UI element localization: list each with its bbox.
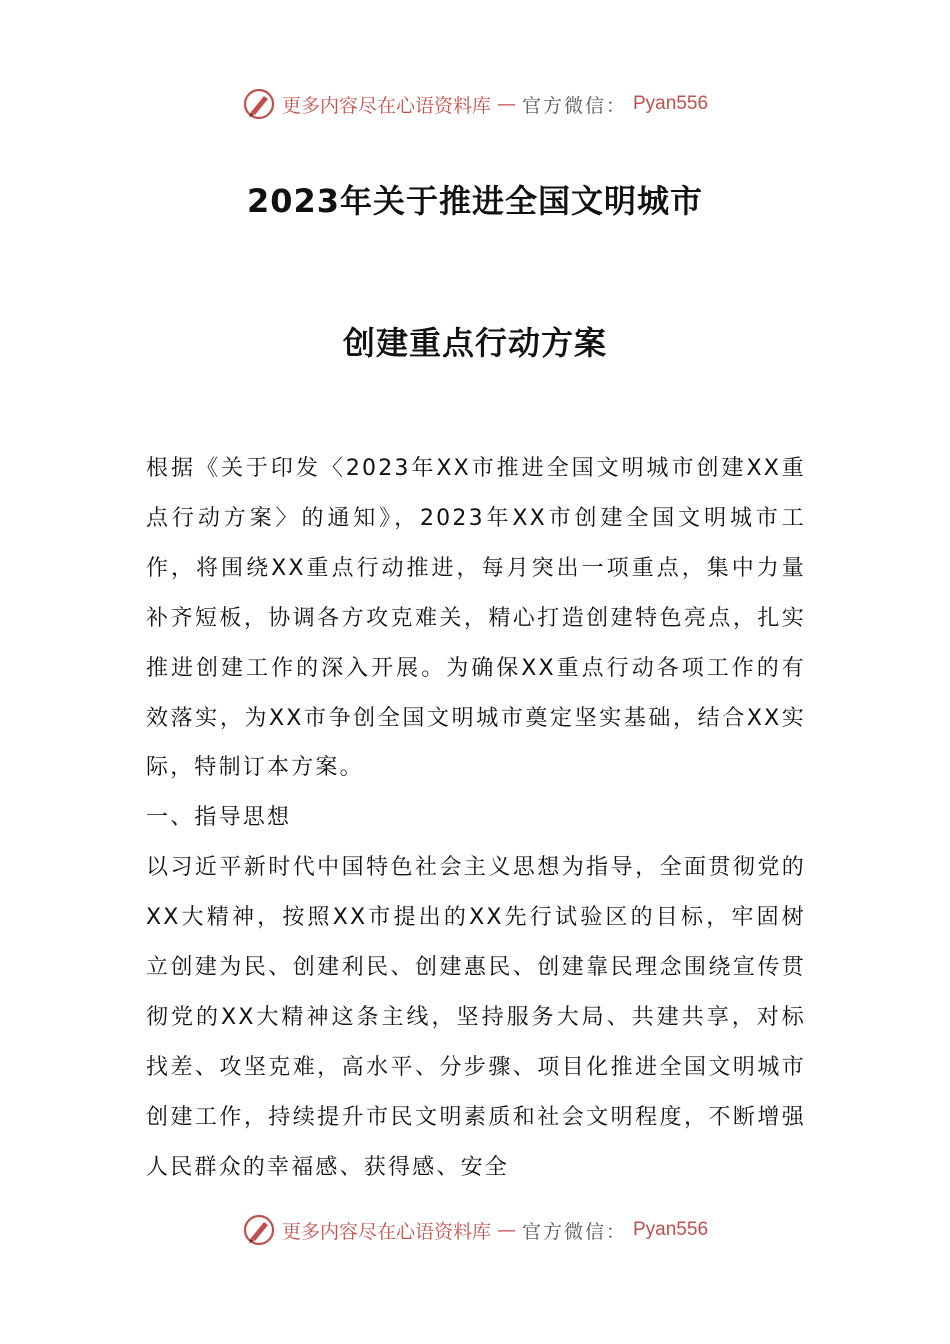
watermark-site-text: 更多内容尽在心语资料库	[281, 94, 491, 117]
document-body	[146, 444, 806, 1193]
paragraph-intro: 根据《关于印发〈2023年XX市推进全国文明城市创建XX重点行动方案〉的通知》，2023年XX市创建全国文明城市工作，将围绕XX重点行动推进，每月突出一项重点，集中力量补齐短板，协调各方攻克难关，精心打造创建特色亮点，扎实推进创建工作的深入开展。为确保XX重点行动各项工作的有效落实，为XX市争创全国文明城市奠定坚实基础，结合XX实际，特制订本方案。	[146, 456, 806, 781]
section-heading-guiding-ideology: 一、指导思想	[146, 805, 292, 831]
watermark-label: 官方微信：	[521, 1220, 627, 1243]
watermark-dash: —	[496, 93, 516, 115]
pen-logo-icon	[242, 87, 276, 121]
watermark-dash: —	[496, 1219, 516, 1241]
document-title-line2: 创建重点行动方案	[342, 324, 607, 362]
watermark-wechat-id: Pyan556	[633, 1219, 709, 1240]
paragraph-guiding-ideology: 以习近平新时代中国特色社会主义思想为指导，全面贯彻党的XX大精神，按照XX市提出的XX先行试验区的目标，牢固树立创建为民、创建利民、创建惠民、创建靠民理念围绕宣传贯彻党的XX大精神这条主线，坚持服务大局、共建共享，对标找差、攻坚克难，高水平、分步骤、项目化推进全国文明城市创建工作，持续提升市民文明素质和社会文明程度，不断增强人民群众的幸福感、获得感、安全	[146, 855, 806, 1180]
watermark-label: 官方微信：	[521, 94, 627, 117]
footer-watermark	[0, 1210, 950, 1250]
watermark-site-text: 更多内容尽在心语资料库	[281, 1220, 491, 1243]
document-title-line1: 2023年关于推进全国文明城市	[246, 182, 704, 220]
pen-logo-icon	[242, 1213, 276, 1247]
watermark-wechat-id: Pyan556	[633, 93, 709, 114]
header-watermark	[0, 84, 950, 124]
